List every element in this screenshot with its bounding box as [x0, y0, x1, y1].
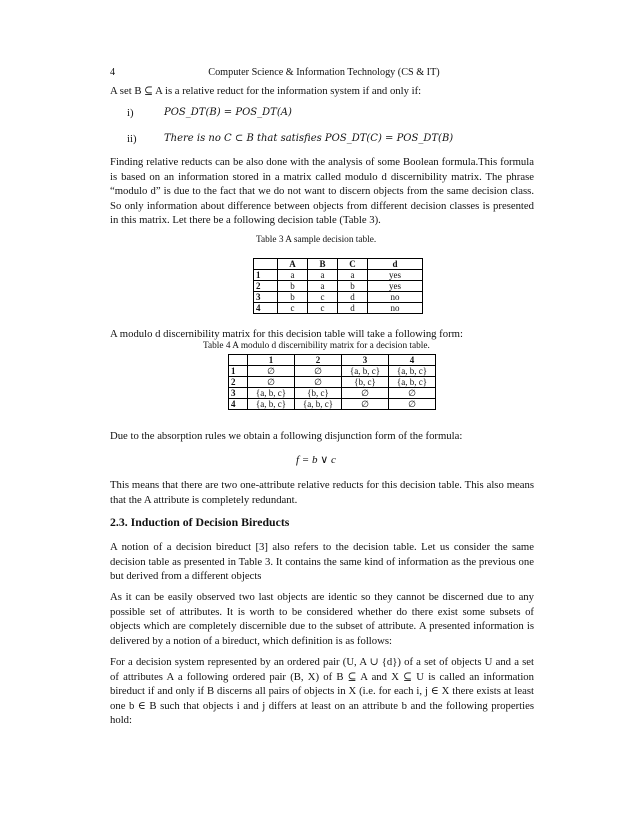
table3-caption: Table 3 A sample decision table.: [256, 235, 377, 245]
table-row: A B C d: [254, 259, 423, 270]
paragraph-6: As it can be easily observed two last objects are identic so they cannot be discerned due to any possible set of attributes. It is worth to be considered whether do there exist some subsets of objects which are completely discernible due to the subset of attribute. A presented information is delivered by a notion of a bireduct, which definition is as follows:: [110, 591, 534, 647]
table-row: 1 a a a yes: [254, 270, 423, 281]
paragraph-1: Finding relative reducts can be also done with the analysis of some Boolean formula.This formula is based on an information stored in a matrix called modulo d discernibility matrix. The phrase “modulo d” is due to the fact that we do not want to discern objects from the same decision class. So only information about difference between objects from different decision classes is presented in this matrix. Let there be a following decision table (Table 3).: [110, 156, 534, 226]
disjunction-formula: f = b ∨ c: [296, 454, 336, 466]
table-row: 2 b a b yes: [254, 281, 423, 292]
paragraph-2: A modulo d discernibility matrix for this decision table will take a following form:: [110, 328, 463, 340]
paragraph-4: This means that there are two one-attribute relative reducts for this decision table. This also means that the A attribute is completely redundant.: [110, 479, 534, 506]
intro-line: A set B ⊆ A is a relative reduct for the information system if and only if:: [110, 85, 422, 97]
table-row: 4 c c d no: [254, 303, 423, 314]
table4: [228, 354, 436, 410]
table-row: 1 ∅ ∅ {a, b, c} {a, b, c}: [229, 366, 436, 377]
table-row: 3 b c d no: [254, 292, 423, 303]
paragraph-3: Due to the absorption rules we obtain a following disjunction form of the formula:: [110, 430, 463, 442]
table-row: 1 2 3 4: [229, 355, 436, 366]
page-number: 4: [110, 67, 116, 78]
table-row: 4 {a, b, c} {a, b, c} ∅ ∅: [229, 399, 436, 410]
table3: [253, 258, 423, 314]
paragraph-5: A notion of a decision bireduct [3] also refers to the decision table. Let us consider the same decision table as presented in Table 3. It contains the same kind of information as the previous one but derived from a different objects: [110, 541, 534, 582]
paragraph-7: For a decision system represented by an ordered pair (U, A ∪ {d}) of a set of objects U and a set of attributes A a following ordered pair (B, X) of B ⊆ A and X ⊆ U is called an information bireduct if and only if B discerns all pairs of objects in X (i.e. for each i, j ∈ X there exists at least one b ∈ B such that objects i and j differs at least on an attribute b and the following properties hold:: [110, 656, 534, 726]
table-row: 3 {a, b, c} {b, c} ∅ ∅: [229, 388, 436, 399]
running-title: Computer Science & Information Technology (CS & IT): [208, 67, 440, 78]
condition-2-label: ii): [127, 133, 137, 145]
table-row: 2 ∅ ∅ {b, c} {a, b, c}: [229, 377, 436, 388]
table4-caption: Table 4 A modulo d discernibility matrix for a decision table.: [203, 341, 430, 351]
condition-1-label: i): [127, 107, 134, 119]
condition-2-formula: There is no C ⊂ B that satisfies POS_DT(C) = POS_DT(B): [164, 133, 454, 144]
section-title: 2.3. Induction of Decision Bireducts: [110, 515, 290, 529]
condition-1-formula: POS_DT(B) = POS_DT(A): [164, 107, 292, 118]
